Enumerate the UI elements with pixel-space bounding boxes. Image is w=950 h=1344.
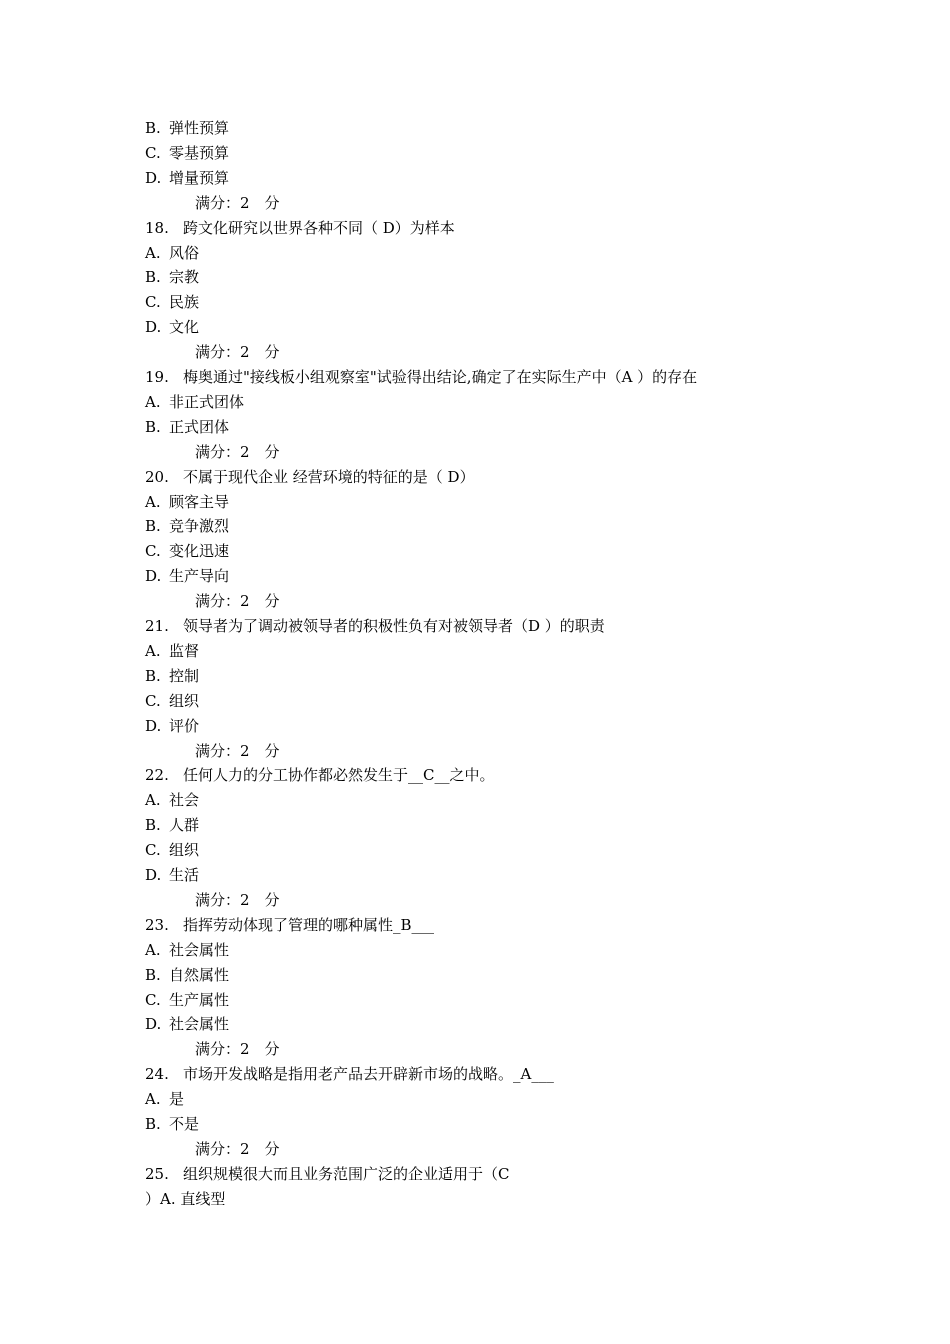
answer-option: [145, 290, 199, 315]
option-text: 非正式团体: [169, 392, 245, 411]
line-text: 满分：2 分: [195, 1139, 280, 1158]
question-number: 19.: [145, 368, 169, 386]
score-line: [195, 589, 280, 614]
score-line: [195, 440, 280, 465]
answer-option: [145, 788, 199, 813]
question-text: 组织规模很大而且业务范围广泛的企业适用于（C: [183, 1164, 510, 1183]
question-text: 领导者为了调动被领导者的积极性负有对被领导者（D ）的职责: [183, 617, 605, 635]
option-label: B.: [145, 417, 161, 436]
option-label: B.: [145, 816, 161, 835]
question-stem: [145, 614, 605, 639]
line-text: 满分：2 分: [195, 193, 280, 212]
question-text: 跨文化研究以世界各种不同（ D）为样本: [183, 218, 455, 237]
question-text: 任何人力的分工协作都必然发生于__C__之中。: [183, 766, 495, 785]
answer-option: [145, 813, 199, 838]
option-label: C.: [145, 691, 161, 710]
option-text: 弹性预算: [169, 119, 230, 137]
option-label: B.: [145, 965, 161, 984]
option-label: A.: [145, 940, 161, 959]
option-text: 顾客主导: [169, 492, 230, 511]
score-line: [195, 340, 280, 365]
option-text: 社会: [169, 791, 200, 810]
answer-option: [145, 564, 229, 589]
score-line: [195, 191, 280, 216]
question-text: 梅奥通过"接线板小组观察室"试验得出结论,确定了在实际生产中（A ）的存在: [183, 368, 698, 386]
question-text: 不属于现代企业 经营环境的特征的是（ D）: [183, 467, 475, 486]
answer-option: [145, 514, 229, 539]
score-line: [195, 888, 280, 913]
line-text: 满分：2 分: [195, 343, 280, 362]
option-text: 人群: [169, 816, 200, 835]
option-label: B.: [145, 666, 161, 685]
answer-option: [145, 1112, 199, 1137]
question-number: 23.: [145, 915, 169, 934]
answer-option: [145, 838, 199, 863]
option-text: 组织: [169, 841, 200, 860]
answer-option: [145, 714, 199, 739]
option-label: D.: [145, 318, 162, 337]
question-number: 20.: [145, 467, 169, 486]
option-label: A.: [145, 641, 161, 660]
line-text: 满分：2 分: [195, 890, 280, 909]
question-text: 指挥劳动体现了管理的哪种属性_B___: [183, 915, 435, 934]
option-text: 竞争激烈: [169, 517, 230, 536]
question-number: 21.: [145, 617, 169, 635]
question-stem: [145, 216, 455, 241]
question-number: 24.: [145, 1065, 169, 1084]
option-text: 监督: [169, 641, 200, 660]
text-line: [145, 1187, 225, 1212]
answer-option: [145, 664, 199, 689]
option-text: 文化: [169, 318, 200, 337]
answer-option: [145, 689, 199, 714]
option-text: 组织: [169, 691, 200, 710]
option-label: D.: [145, 716, 162, 735]
answer-option: [145, 166, 229, 191]
question-number: 25.: [145, 1164, 169, 1183]
question-stem: [145, 1162, 509, 1187]
answer-option: [145, 539, 229, 564]
option-label: A.: [145, 392, 161, 411]
option-label: A.: [145, 791, 161, 810]
answer-option: [145, 639, 199, 664]
line-text: 满分：2 分: [195, 1040, 280, 1059]
option-label: C.: [145, 542, 161, 561]
option-label: A.: [145, 492, 161, 511]
option-label: B.: [145, 119, 161, 137]
option-text: 社会属性: [169, 940, 230, 959]
question-stem: [145, 913, 434, 938]
question-stem: [145, 365, 697, 390]
option-text: 增量预算: [169, 168, 230, 187]
option-text: 风俗: [169, 243, 200, 262]
option-text: 宗教: [169, 268, 200, 287]
option-text: 变化迅速: [169, 542, 230, 561]
option-text: 自然属性: [169, 965, 230, 984]
option-label: C.: [145, 293, 161, 312]
option-text: 是: [169, 1090, 185, 1109]
option-label: A.: [145, 1090, 161, 1109]
option-text: 生产属性: [169, 990, 230, 1009]
option-label: D.: [145, 1015, 162, 1034]
option-text: 民族: [169, 293, 200, 312]
answer-option: [145, 265, 199, 290]
answer-option: [145, 490, 229, 515]
answer-option: [145, 988, 229, 1013]
answer-option: [145, 963, 229, 988]
option-label: C.: [145, 841, 161, 860]
option-text: 控制: [169, 666, 200, 685]
option-text: 社会属性: [169, 1015, 230, 1034]
question-stem: [145, 763, 494, 788]
option-text: 生活: [169, 866, 200, 884]
line-text: 满分：2 分: [195, 592, 280, 611]
option-text: 评价: [169, 716, 200, 735]
answer-option: [145, 141, 229, 166]
question-stem: [145, 1062, 554, 1087]
question-stem: [145, 465, 475, 490]
option-label: C.: [145, 990, 161, 1009]
line-text: 满分：2 分: [195, 442, 280, 461]
option-label: A.: [145, 243, 161, 262]
option-label: C.: [145, 143, 161, 162]
option-label: D.: [145, 567, 162, 586]
option-text: 正式团体: [169, 417, 230, 436]
answer-option: [145, 863, 199, 888]
answer-option: [145, 1012, 229, 1037]
option-text: 生产导向: [169, 567, 230, 586]
answer-option: [145, 1087, 184, 1112]
answer-option: [145, 938, 229, 963]
question-number: 18.: [145, 218, 169, 237]
option-label: B.: [145, 517, 161, 536]
question-number: 22.: [145, 766, 169, 785]
answer-option: [145, 315, 199, 340]
answer-option: [145, 241, 199, 266]
option-label: D.: [145, 168, 162, 187]
score-line: [195, 1037, 280, 1062]
option-label: B.: [145, 268, 161, 287]
answer-option: [145, 116, 229, 141]
line-text: 满分：2 分: [195, 741, 280, 760]
score-line: [195, 739, 280, 764]
answer-option: [145, 390, 244, 415]
option-label: D.: [145, 866, 162, 884]
line-text: ）A. 直线型: [145, 1189, 226, 1208]
question-text: 市场开发战略是指用老产品去开辟新市场的战略。_A___: [183, 1065, 554, 1084]
answer-option: [145, 415, 229, 440]
option-label: B.: [145, 1115, 161, 1133]
score-line: [195, 1137, 280, 1162]
option-text: 不是: [169, 1115, 200, 1133]
option-text: 零基预算: [169, 143, 230, 162]
